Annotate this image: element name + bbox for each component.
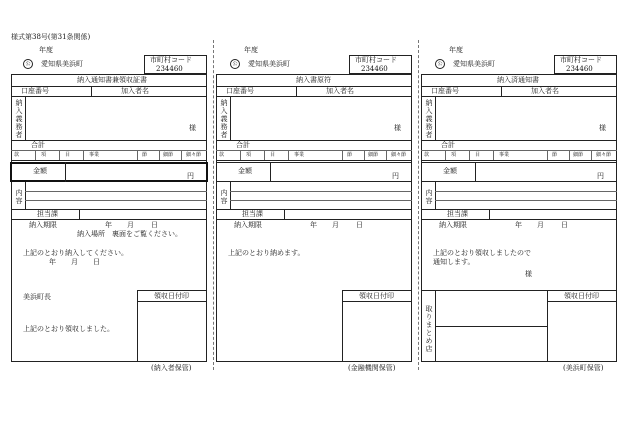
city-code-label: 市町村コード (560, 56, 602, 64)
panel-title: 納入済通知書 (497, 76, 539, 84)
col-setsu: 節 (347, 152, 353, 158)
total-label: 合計 (441, 141, 455, 149)
form-frame (421, 74, 617, 362)
total-label: 合計 (236, 141, 250, 149)
receipt-stamp-label: 領収日付印 (359, 292, 394, 300)
content-label: 内容 (425, 189, 433, 205)
pay-message: 上記のとおり納めます。 (228, 249, 305, 257)
summary-branch-label: 取りまとめ店 (425, 305, 433, 353)
col-saisaisetsu: 細々節 (391, 152, 407, 158)
notice-message-line2: 通知します。 (433, 258, 475, 266)
fiscal-year-label: 年度 (449, 46, 463, 54)
due-day: 日 (356, 221, 363, 229)
content-label: 内容 (15, 189, 23, 205)
notice-honorific: 様 (525, 270, 532, 278)
due-month: 月 (127, 221, 134, 229)
due-year: 年 (310, 221, 317, 229)
col-kou: 項 (41, 152, 47, 158)
city-code-label: 市町村コード (150, 56, 192, 64)
panel-title: 納入書原符 (296, 76, 331, 84)
due-label: 納入期限 (439, 221, 467, 229)
form-number: 様式第38号(第31条関係) (11, 33, 91, 41)
account-number-label: 口座番号 (431, 87, 459, 95)
account-number-label: 口座番号 (21, 87, 49, 95)
content-label: 内容 (220, 189, 228, 205)
panel-stub (216, 45, 412, 371)
msg-day: 日 (93, 258, 100, 266)
yen-label: 円 (187, 172, 194, 180)
city-code-value: 234460 (156, 65, 183, 73)
msg-month: 月 (71, 258, 78, 266)
due-label: 納入期限 (29, 221, 57, 229)
subscriber-name-label: 加入者名 (121, 87, 149, 95)
col-setsu: 節 (142, 152, 148, 158)
notice-message-line1: 上記のとおり領収しましたので (433, 249, 531, 257)
msg-year: 年 (49, 258, 56, 266)
receipt-stamp-label: 領収日付印 (154, 292, 189, 300)
obligor-label: 納入義務者 (425, 99, 433, 139)
keeper-note: (納入者保管) (151, 364, 192, 372)
city-code-label: 市町村コード (355, 56, 397, 64)
seal-icon: 公 (23, 59, 33, 69)
due-year: 年 (515, 221, 522, 229)
due-month: 月 (537, 221, 544, 229)
received-message: 上記のとおり領収しました。 (23, 325, 114, 333)
total-label: 合計 (31, 141, 45, 149)
amount-label: 金額 (33, 167, 47, 175)
subscriber-name-label: 加入者名 (326, 87, 354, 95)
mayor-name: 美浜町長 (23, 293, 51, 301)
col-kan: 款 (14, 152, 20, 158)
seal-icon: 公 (435, 59, 445, 69)
keeper-note: (金融機関保管) (348, 364, 396, 372)
col-moku: 目 (475, 152, 481, 158)
panel-notice-receipt (11, 45, 207, 371)
col-moku: 目 (65, 152, 71, 158)
amount-label: 金額 (443, 167, 457, 175)
account-number-label: 口座番号 (226, 87, 254, 95)
city-code-value: 234460 (361, 65, 388, 73)
honorific: 様 (599, 124, 606, 132)
panel-title: 納入通知書兼領収証書 (77, 76, 147, 84)
col-jigyo: 事業 (499, 152, 510, 158)
yen-label: 円 (597, 172, 604, 180)
subscriber-name-label: 加入者名 (531, 87, 559, 95)
col-jigyo: 事業 (89, 152, 100, 158)
receipt-stamp-label: 領収日付印 (564, 292, 599, 300)
col-kan: 款 (219, 152, 225, 158)
due-month: 月 (332, 221, 339, 229)
municipality: 愛知県美浜町 (248, 60, 290, 68)
cut-line (213, 40, 214, 370)
col-saisaisetsu: 細々節 (596, 152, 612, 158)
due-day: 日 (561, 221, 568, 229)
col-kou: 項 (451, 152, 457, 158)
in-charge-label: 担当課 (242, 210, 263, 218)
panel-payment-notice (421, 45, 617, 371)
in-charge-label: 担当課 (37, 210, 58, 218)
col-saisetsu: 細節 (163, 152, 174, 158)
obligor-label: 納入義務者 (15, 99, 23, 139)
col-saisetsu: 細節 (573, 152, 584, 158)
municipality: 愛知県美浜町 (41, 60, 83, 68)
yen-label: 円 (392, 172, 399, 180)
col-kan: 款 (424, 152, 430, 158)
in-charge-label: 担当課 (447, 210, 468, 218)
col-saisaisetsu: 細々節 (186, 152, 202, 158)
payment-place-note: 納入場所 裏面をご覧ください。 (77, 230, 182, 238)
due-label: 納入期限 (234, 221, 262, 229)
honorific: 様 (189, 124, 196, 132)
pay-message: 上記のとおり納入してください。 (23, 249, 128, 257)
city-code-value: 234460 (566, 65, 593, 73)
col-moku: 目 (270, 152, 276, 158)
col-jigyo: 事業 (294, 152, 305, 158)
fiscal-year-label: 年度 (244, 46, 258, 54)
cut-line (418, 40, 419, 370)
fiscal-year-label: 年度 (39, 46, 53, 54)
municipality: 愛知県美浜町 (453, 60, 495, 68)
col-saisetsu: 細節 (368, 152, 379, 158)
keeper-note: (美浜町保管) (563, 364, 604, 372)
col-setsu: 節 (552, 152, 558, 158)
amount-label: 金額 (238, 167, 252, 175)
col-kou: 項 (246, 152, 252, 158)
honorific: 様 (394, 124, 401, 132)
obligor-label: 納入義務者 (220, 99, 228, 139)
due-year: 年 (105, 221, 112, 229)
seal-icon: 公 (230, 59, 240, 69)
due-day: 日 (151, 221, 158, 229)
